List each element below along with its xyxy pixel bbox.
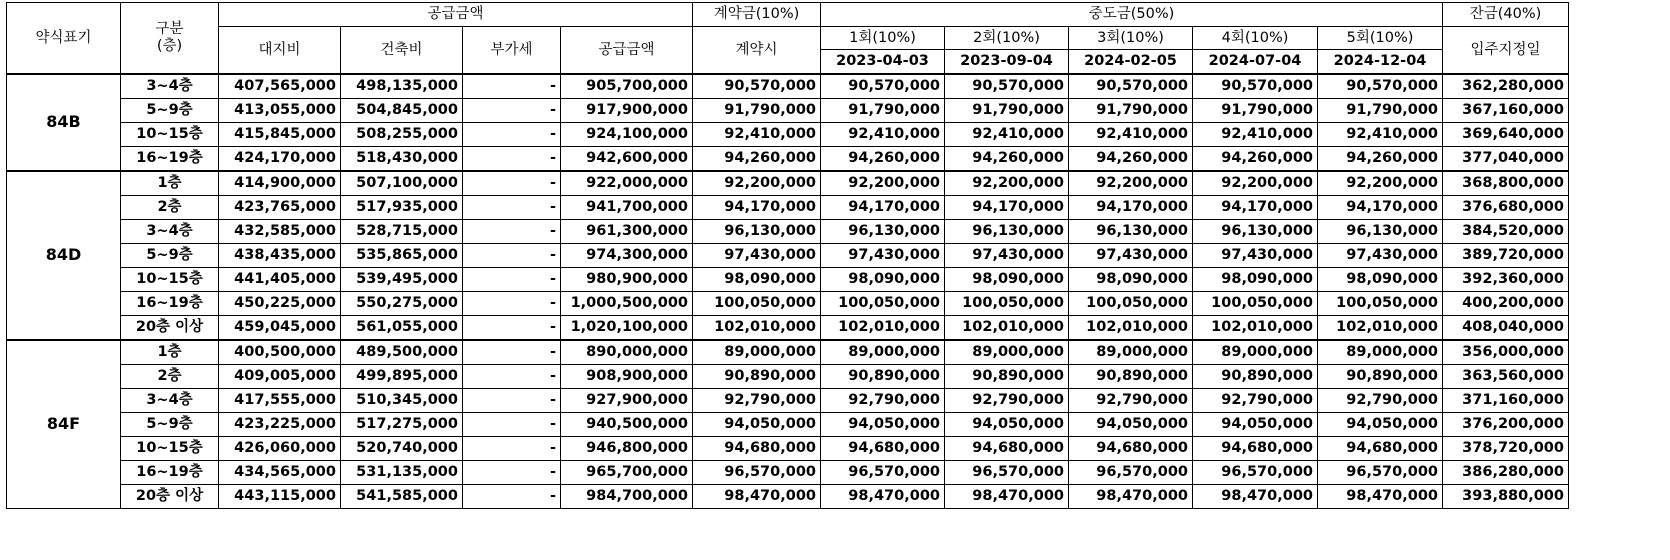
contract-cell: 102,010,000 bbox=[693, 315, 821, 340]
land-cell: 400,500,000 bbox=[219, 340, 341, 365]
m2-cell: 90,570,000 bbox=[945, 74, 1069, 99]
land-cell: 438,435,000 bbox=[219, 243, 341, 267]
price-table-container bbox=[6, 2, 1569, 509]
header-contract-group: 계약금(10%) bbox=[693, 3, 821, 27]
m2-cell: 92,200,000 bbox=[945, 171, 1069, 196]
building-cell: 517,275,000 bbox=[341, 412, 463, 436]
m2-cell: 92,410,000 bbox=[945, 122, 1069, 146]
land-cell: 414,900,000 bbox=[219, 171, 341, 196]
balance-cell: 356,000,000 bbox=[1443, 340, 1569, 365]
vat-cell: - bbox=[463, 219, 561, 243]
table-row bbox=[7, 388, 1569, 412]
contract-cell: 100,050,000 bbox=[693, 291, 821, 315]
m3-cell: 92,410,000 bbox=[1069, 122, 1193, 146]
m2-cell: 94,170,000 bbox=[945, 195, 1069, 219]
m1-cell: 94,050,000 bbox=[821, 412, 945, 436]
floor-cell: 16~19층 bbox=[121, 291, 219, 315]
m2-cell: 94,260,000 bbox=[945, 146, 1069, 171]
header-middle-group: 중도금(50%) bbox=[821, 3, 1443, 27]
m3-cell: 94,680,000 bbox=[1069, 436, 1193, 460]
vat-cell: - bbox=[463, 484, 561, 508]
m3-cell: 100,050,000 bbox=[1069, 291, 1193, 315]
balance-cell: 377,040,000 bbox=[1443, 146, 1569, 171]
table-row bbox=[7, 122, 1569, 146]
table-row bbox=[7, 364, 1569, 388]
land-cell: 407,565,000 bbox=[219, 74, 341, 99]
m4-cell: 96,130,000 bbox=[1193, 219, 1318, 243]
balance-cell: 376,200,000 bbox=[1443, 412, 1569, 436]
m3-cell: 89,000,000 bbox=[1069, 340, 1193, 365]
vat-cell: - bbox=[463, 388, 561, 412]
m4-cell: 97,430,000 bbox=[1193, 243, 1318, 267]
table-row bbox=[7, 98, 1569, 122]
m3-cell: 90,890,000 bbox=[1069, 364, 1193, 388]
building-cell: 510,345,000 bbox=[341, 388, 463, 412]
header-installment-2-date: 2023-09-04 bbox=[945, 50, 1069, 74]
m5-cell: 90,570,000 bbox=[1318, 74, 1443, 99]
m3-cell: 91,790,000 bbox=[1069, 98, 1193, 122]
m4-cell: 94,260,000 bbox=[1193, 146, 1318, 171]
building-cell: 517,935,000 bbox=[341, 195, 463, 219]
m2-cell: 102,010,000 bbox=[945, 315, 1069, 340]
supply-cell: 965,700,000 bbox=[561, 460, 693, 484]
building-cell: 520,740,000 bbox=[341, 436, 463, 460]
m5-cell: 92,410,000 bbox=[1318, 122, 1443, 146]
land-cell: 424,170,000 bbox=[219, 146, 341, 171]
floor-cell: 5~9층 bbox=[121, 243, 219, 267]
m5-cell: 92,200,000 bbox=[1318, 171, 1443, 196]
unit-type-cell: 84B bbox=[7, 74, 121, 171]
header-installment-2: 2회(10%) bbox=[945, 27, 1069, 50]
supply-cell: 942,600,000 bbox=[561, 146, 693, 171]
vat-cell: - bbox=[463, 74, 561, 99]
balance-cell: 371,160,000 bbox=[1443, 388, 1569, 412]
unit-type-cell: 84D bbox=[7, 171, 121, 340]
floor-cell: 1층 bbox=[121, 171, 219, 196]
m5-cell: 98,090,000 bbox=[1318, 267, 1443, 291]
m5-cell: 97,430,000 bbox=[1318, 243, 1443, 267]
payment-schedule-table bbox=[6, 2, 1569, 509]
land-cell: 409,005,000 bbox=[219, 364, 341, 388]
m5-cell: 94,680,000 bbox=[1318, 436, 1443, 460]
building-cell: 528,715,000 bbox=[341, 219, 463, 243]
building-cell: 539,495,000 bbox=[341, 267, 463, 291]
vat-cell: - bbox=[463, 195, 561, 219]
m2-cell: 94,680,000 bbox=[945, 436, 1069, 460]
supply-cell: 927,900,000 bbox=[561, 388, 693, 412]
supply-cell: 974,300,000 bbox=[561, 243, 693, 267]
building-cell: 550,275,000 bbox=[341, 291, 463, 315]
balance-cell: 367,160,000 bbox=[1443, 98, 1569, 122]
contract-cell: 92,790,000 bbox=[693, 388, 821, 412]
contract-cell: 92,200,000 bbox=[693, 171, 821, 196]
m3-cell: 94,050,000 bbox=[1069, 412, 1193, 436]
vat-cell: - bbox=[463, 315, 561, 340]
m3-cell: 92,790,000 bbox=[1069, 388, 1193, 412]
table-row bbox=[7, 146, 1569, 171]
contract-cell: 94,680,000 bbox=[693, 436, 821, 460]
supply-cell: 961,300,000 bbox=[561, 219, 693, 243]
header-supply-total: 공급금액 bbox=[561, 27, 693, 74]
m1-cell: 97,430,000 bbox=[821, 243, 945, 267]
floor-cell: 1층 bbox=[121, 340, 219, 365]
balance-cell: 408,040,000 bbox=[1443, 315, 1569, 340]
m3-cell: 90,570,000 bbox=[1069, 74, 1193, 99]
supply-cell: 908,900,000 bbox=[561, 364, 693, 388]
m2-cell: 96,570,000 bbox=[945, 460, 1069, 484]
floor-cell: 2층 bbox=[121, 195, 219, 219]
floor-cell: 20층 이상 bbox=[121, 315, 219, 340]
land-cell: 415,845,000 bbox=[219, 122, 341, 146]
m3-cell: 98,470,000 bbox=[1069, 484, 1193, 508]
floor-cell: 10~15층 bbox=[121, 122, 219, 146]
header-contract-time: 계약시 bbox=[693, 27, 821, 74]
table-row bbox=[7, 460, 1569, 484]
floor-cell: 16~19층 bbox=[121, 146, 219, 171]
header-installment-4: 4회(10%) bbox=[1193, 27, 1318, 50]
supply-cell: 941,700,000 bbox=[561, 195, 693, 219]
m5-cell: 102,010,000 bbox=[1318, 315, 1443, 340]
floor-cell: 10~15층 bbox=[121, 436, 219, 460]
m1-cell: 96,130,000 bbox=[821, 219, 945, 243]
balance-cell: 369,640,000 bbox=[1443, 122, 1569, 146]
m1-cell: 89,000,000 bbox=[821, 340, 945, 365]
building-cell: 541,585,000 bbox=[341, 484, 463, 508]
m3-cell: 97,430,000 bbox=[1069, 243, 1193, 267]
m4-cell: 102,010,000 bbox=[1193, 315, 1318, 340]
supply-cell: 1,020,100,000 bbox=[561, 315, 693, 340]
m3-cell: 92,200,000 bbox=[1069, 171, 1193, 196]
header-balance-group: 잔금(40%) bbox=[1443, 3, 1569, 27]
m5-cell: 96,570,000 bbox=[1318, 460, 1443, 484]
m5-cell: 98,470,000 bbox=[1318, 484, 1443, 508]
supply-cell: 922,000,000 bbox=[561, 171, 693, 196]
balance-cell: 389,720,000 bbox=[1443, 243, 1569, 267]
m3-cell: 96,130,000 bbox=[1069, 219, 1193, 243]
vat-cell: - bbox=[463, 291, 561, 315]
table-row bbox=[7, 315, 1569, 340]
m4-cell: 91,790,000 bbox=[1193, 98, 1318, 122]
land-cell: 426,060,000 bbox=[219, 436, 341, 460]
m5-cell: 94,050,000 bbox=[1318, 412, 1443, 436]
header-division-label: 구분 bbox=[155, 20, 184, 37]
header-balance-time: 입주지정일 bbox=[1443, 27, 1569, 74]
m1-cell: 92,790,000 bbox=[821, 388, 945, 412]
m2-cell: 100,050,000 bbox=[945, 291, 1069, 315]
building-cell: 561,055,000 bbox=[341, 315, 463, 340]
m2-cell: 98,090,000 bbox=[945, 267, 1069, 291]
balance-cell: 400,200,000 bbox=[1443, 291, 1569, 315]
m4-cell: 98,090,000 bbox=[1193, 267, 1318, 291]
header-installment-5: 5회(10%) bbox=[1318, 27, 1443, 50]
m5-cell: 96,130,000 bbox=[1318, 219, 1443, 243]
contract-cell: 96,570,000 bbox=[693, 460, 821, 484]
m5-cell: 94,260,000 bbox=[1318, 146, 1443, 171]
m4-cell: 92,790,000 bbox=[1193, 388, 1318, 412]
m5-cell: 94,170,000 bbox=[1318, 195, 1443, 219]
land-cell: 450,225,000 bbox=[219, 291, 341, 315]
header-installment-1: 1회(10%) bbox=[821, 27, 945, 50]
header-installment-3: 3회(10%) bbox=[1069, 27, 1193, 50]
m4-cell: 96,570,000 bbox=[1193, 460, 1318, 484]
header-division-sub: (층) bbox=[156, 38, 183, 55]
building-cell: 535,865,000 bbox=[341, 243, 463, 267]
land-cell: 434,565,000 bbox=[219, 460, 341, 484]
supply-cell: 980,900,000 bbox=[561, 267, 693, 291]
m2-cell: 98,470,000 bbox=[945, 484, 1069, 508]
contract-cell: 94,050,000 bbox=[693, 412, 821, 436]
floor-cell: 3~4층 bbox=[121, 388, 219, 412]
header-building: 건축비 bbox=[341, 27, 463, 74]
vat-cell: - bbox=[463, 171, 561, 196]
building-cell: 498,135,000 bbox=[341, 74, 463, 99]
m1-cell: 100,050,000 bbox=[821, 291, 945, 315]
m3-cell: 94,170,000 bbox=[1069, 195, 1193, 219]
header-division bbox=[121, 3, 219, 74]
vat-cell: - bbox=[463, 243, 561, 267]
vat-cell: - bbox=[463, 98, 561, 122]
m3-cell: 94,260,000 bbox=[1069, 146, 1193, 171]
header-type: 약식표기 bbox=[7, 3, 121, 74]
land-cell: 417,555,000 bbox=[219, 388, 341, 412]
m1-cell: 102,010,000 bbox=[821, 315, 945, 340]
m5-cell: 91,790,000 bbox=[1318, 98, 1443, 122]
table-row bbox=[7, 484, 1569, 508]
balance-cell: 393,880,000 bbox=[1443, 484, 1569, 508]
m4-cell: 98,470,000 bbox=[1193, 484, 1318, 508]
vat-cell: - bbox=[463, 364, 561, 388]
contract-cell: 94,260,000 bbox=[693, 146, 821, 171]
table-row bbox=[7, 267, 1569, 291]
land-cell: 423,765,000 bbox=[219, 195, 341, 219]
m1-cell: 94,260,000 bbox=[821, 146, 945, 171]
floor-cell: 20층 이상 bbox=[121, 484, 219, 508]
m5-cell: 90,890,000 bbox=[1318, 364, 1443, 388]
contract-cell: 97,430,000 bbox=[693, 243, 821, 267]
building-cell: 507,100,000 bbox=[341, 171, 463, 196]
supply-cell: 1,000,500,000 bbox=[561, 291, 693, 315]
m2-cell: 92,790,000 bbox=[945, 388, 1069, 412]
m1-cell: 92,410,000 bbox=[821, 122, 945, 146]
m5-cell: 92,790,000 bbox=[1318, 388, 1443, 412]
vat-cell: - bbox=[463, 436, 561, 460]
table-row bbox=[7, 412, 1569, 436]
land-cell: 423,225,000 bbox=[219, 412, 341, 436]
m1-cell: 92,200,000 bbox=[821, 171, 945, 196]
supply-cell: 905,700,000 bbox=[561, 74, 693, 99]
m2-cell: 90,890,000 bbox=[945, 364, 1069, 388]
m1-cell: 98,090,000 bbox=[821, 267, 945, 291]
supply-cell: 917,900,000 bbox=[561, 98, 693, 122]
land-cell: 441,405,000 bbox=[219, 267, 341, 291]
supply-cell: 940,500,000 bbox=[561, 412, 693, 436]
contract-cell: 90,570,000 bbox=[693, 74, 821, 99]
floor-cell: 2층 bbox=[121, 364, 219, 388]
table-row bbox=[7, 195, 1569, 219]
floor-cell: 3~4층 bbox=[121, 219, 219, 243]
vat-cell: - bbox=[463, 340, 561, 365]
floor-cell: 10~15층 bbox=[121, 267, 219, 291]
m3-cell: 98,090,000 bbox=[1069, 267, 1193, 291]
table-row bbox=[7, 340, 1569, 365]
contract-cell: 94,170,000 bbox=[693, 195, 821, 219]
m4-cell: 90,890,000 bbox=[1193, 364, 1318, 388]
m5-cell: 100,050,000 bbox=[1318, 291, 1443, 315]
balance-cell: 363,560,000 bbox=[1443, 364, 1569, 388]
header-installment-1-date: 2023-04-03 bbox=[821, 50, 945, 74]
balance-cell: 384,520,000 bbox=[1443, 219, 1569, 243]
land-cell: 459,045,000 bbox=[219, 315, 341, 340]
header-installment-5-date: 2024-12-04 bbox=[1318, 50, 1443, 74]
contract-cell: 92,410,000 bbox=[693, 122, 821, 146]
m4-cell: 89,000,000 bbox=[1193, 340, 1318, 365]
land-cell: 413,055,000 bbox=[219, 98, 341, 122]
balance-cell: 376,680,000 bbox=[1443, 195, 1569, 219]
vat-cell: - bbox=[463, 267, 561, 291]
m1-cell: 94,680,000 bbox=[821, 436, 945, 460]
table-body bbox=[7, 74, 1569, 509]
supply-cell: 890,000,000 bbox=[561, 340, 693, 365]
contract-cell: 98,470,000 bbox=[693, 484, 821, 508]
contract-cell: 90,890,000 bbox=[693, 364, 821, 388]
m1-cell: 90,890,000 bbox=[821, 364, 945, 388]
table-header bbox=[7, 3, 1569, 74]
contract-cell: 91,790,000 bbox=[693, 98, 821, 122]
header-land: 대지비 bbox=[219, 27, 341, 74]
vat-cell: - bbox=[463, 122, 561, 146]
m1-cell: 96,570,000 bbox=[821, 460, 945, 484]
m4-cell: 94,170,000 bbox=[1193, 195, 1318, 219]
m4-cell: 92,410,000 bbox=[1193, 122, 1318, 146]
m3-cell: 102,010,000 bbox=[1069, 315, 1193, 340]
m5-cell: 89,000,000 bbox=[1318, 340, 1443, 365]
table-row bbox=[7, 219, 1569, 243]
contract-cell: 89,000,000 bbox=[693, 340, 821, 365]
m1-cell: 90,570,000 bbox=[821, 74, 945, 99]
m1-cell: 94,170,000 bbox=[821, 195, 945, 219]
building-cell: 518,430,000 bbox=[341, 146, 463, 171]
vat-cell: - bbox=[463, 460, 561, 484]
floor-cell: 5~9층 bbox=[121, 412, 219, 436]
table-row bbox=[7, 436, 1569, 460]
m2-cell: 97,430,000 bbox=[945, 243, 1069, 267]
table-row bbox=[7, 74, 1569, 99]
m4-cell: 94,680,000 bbox=[1193, 436, 1318, 460]
header-supply-group: 공급금액 bbox=[219, 3, 693, 27]
unit-type-cell: 84F bbox=[7, 340, 121, 509]
m4-cell: 94,050,000 bbox=[1193, 412, 1318, 436]
building-cell: 531,135,000 bbox=[341, 460, 463, 484]
vat-cell: - bbox=[463, 412, 561, 436]
land-cell: 443,115,000 bbox=[219, 484, 341, 508]
m2-cell: 96,130,000 bbox=[945, 219, 1069, 243]
m2-cell: 89,000,000 bbox=[945, 340, 1069, 365]
table-row bbox=[7, 291, 1569, 315]
building-cell: 489,500,000 bbox=[341, 340, 463, 365]
contract-cell: 98,090,000 bbox=[693, 267, 821, 291]
supply-cell: 946,800,000 bbox=[561, 436, 693, 460]
balance-cell: 378,720,000 bbox=[1443, 436, 1569, 460]
balance-cell: 386,280,000 bbox=[1443, 460, 1569, 484]
contract-cell: 96,130,000 bbox=[693, 219, 821, 243]
balance-cell: 368,800,000 bbox=[1443, 171, 1569, 196]
balance-cell: 362,280,000 bbox=[1443, 74, 1569, 99]
supply-cell: 924,100,000 bbox=[561, 122, 693, 146]
floor-cell: 3~4층 bbox=[121, 74, 219, 99]
building-cell: 499,895,000 bbox=[341, 364, 463, 388]
land-cell: 432,585,000 bbox=[219, 219, 341, 243]
m2-cell: 91,790,000 bbox=[945, 98, 1069, 122]
header-installment-4-date: 2024-07-04 bbox=[1193, 50, 1318, 74]
vat-cell: - bbox=[463, 146, 561, 171]
balance-cell: 392,360,000 bbox=[1443, 267, 1569, 291]
building-cell: 504,845,000 bbox=[341, 98, 463, 122]
building-cell: 508,255,000 bbox=[341, 122, 463, 146]
m3-cell: 96,570,000 bbox=[1069, 460, 1193, 484]
floor-cell: 5~9층 bbox=[121, 98, 219, 122]
m4-cell: 90,570,000 bbox=[1193, 74, 1318, 99]
header-installment-3-date: 2024-02-05 bbox=[1069, 50, 1193, 74]
m4-cell: 92,200,000 bbox=[1193, 171, 1318, 196]
floor-cell: 16~19층 bbox=[121, 460, 219, 484]
supply-cell: 984,700,000 bbox=[561, 484, 693, 508]
m2-cell: 94,050,000 bbox=[945, 412, 1069, 436]
table-row bbox=[7, 171, 1569, 196]
table-row bbox=[7, 243, 1569, 267]
m4-cell: 100,050,000 bbox=[1193, 291, 1318, 315]
header-vat: 부가세 bbox=[463, 27, 561, 74]
m1-cell: 98,470,000 bbox=[821, 484, 945, 508]
m1-cell: 91,790,000 bbox=[821, 98, 945, 122]
